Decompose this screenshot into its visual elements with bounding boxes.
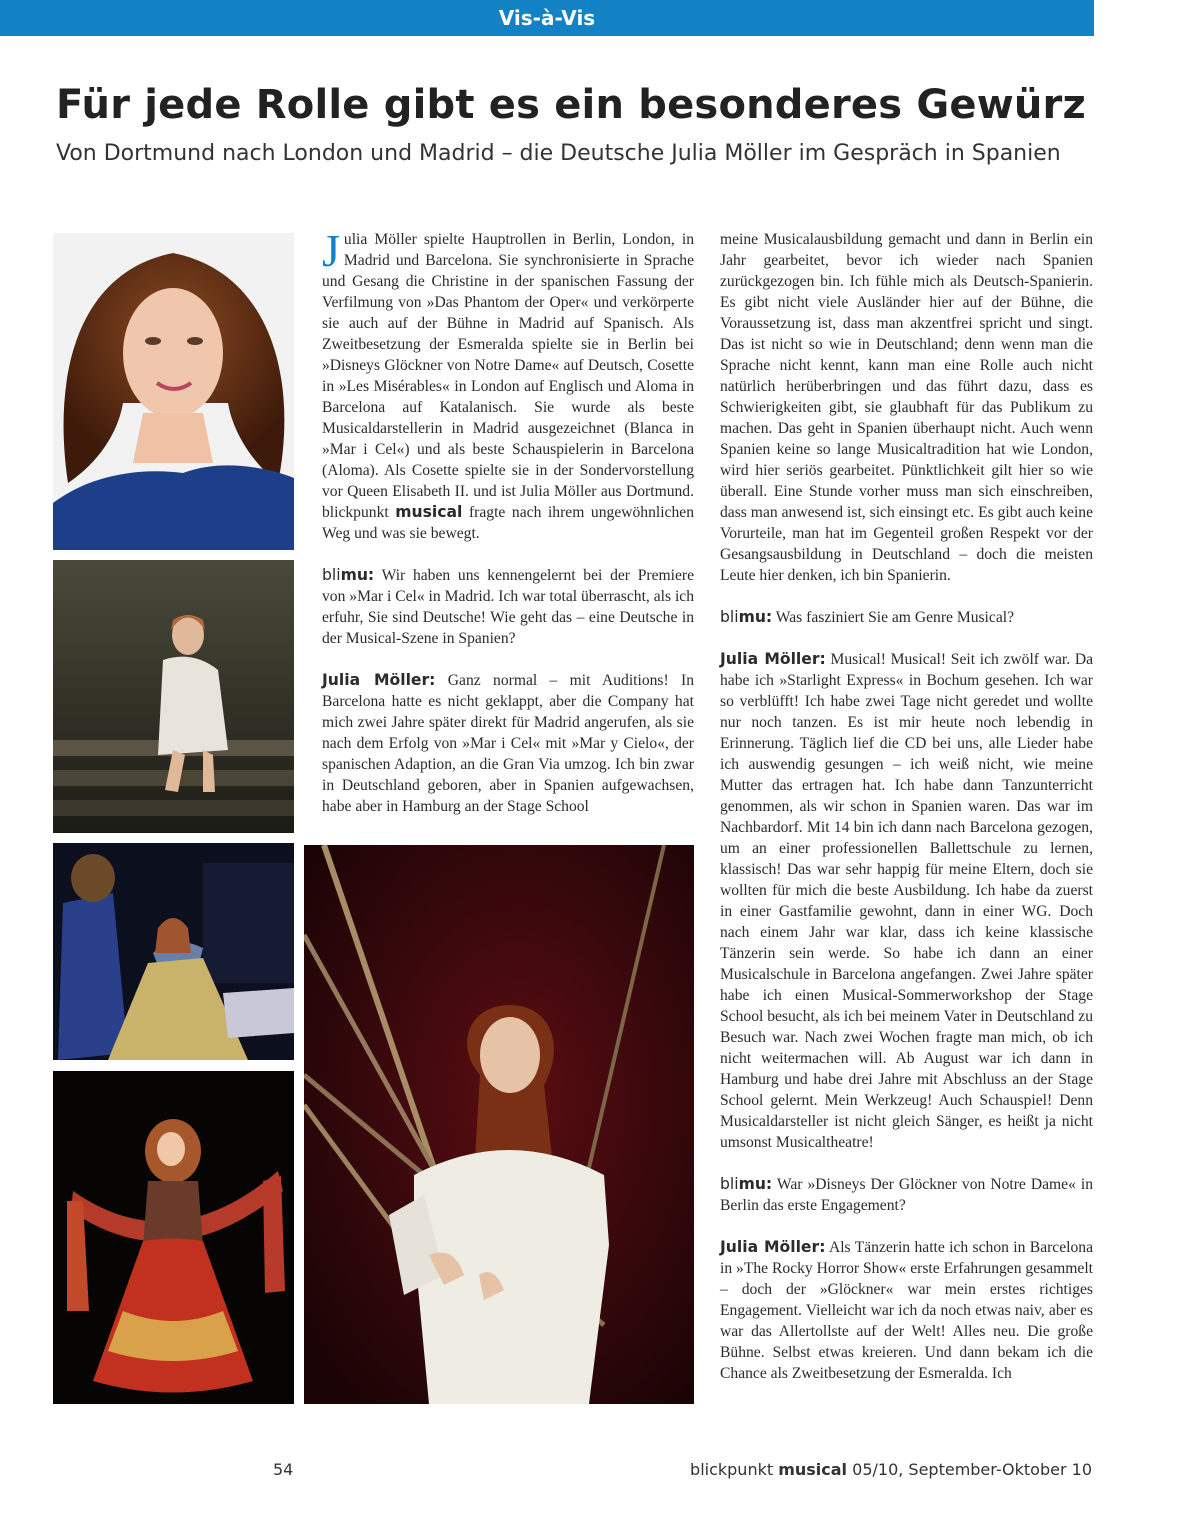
interviewer-label: bli [720, 1175, 739, 1193]
intro-magazine-name: blickpunkt [322, 504, 396, 521]
speaker-label: Julia Möller: [720, 650, 826, 668]
speaker-label: Julia Möller: [322, 671, 436, 689]
interviewer-label: bli [322, 566, 341, 584]
question-2-text: Was fasziniert Sie am Genre Musical? [775, 609, 1014, 626]
footer-issue-info [690, 1460, 1092, 1479]
footer-magazine-name: blickpunkt [690, 1460, 779, 1479]
section-header-bar [0, 0, 1094, 36]
answer-2-text: Musical! Musical! Seit ich zwölf war. Da habe ich »Starlight Express« in Bochum gesehen. Ich war so verblüfft! Ich habe zwei Tage nicht geredet und wollte nur noch tanzen. Es ist mir heute noch lebendig in Erinnerung. Täglich lief die CD bei uns, alle Lieder habe ich auswendig gesungen – ich weiß nicht, wie meine Mutter das ertragen hat. Ich habe dann Tanzunterricht genommen, als wir schon in Spanien waren. Das war im Nachbardorf. Mit 14 bin ich dann nach Barcelona gezogen, um an einer professionellen Ballettschule zu lernen, klassisch! Das war sehr happig für meine Eltern, doch sie wollten für mich die beste Ausbildung. Ich habe da zuerst in einer Gastfamilie gewohnt, dann in einer WG. Doch nach einem Jahr war klar, dass ich keine klassische Tänzerin sein werde. So habe ich dann an einer Musicalschule in Barcelona angefangen. Zwei Jahre später habe ich einen Musical-Sommerworkshop der Stage School besucht, als ich bei meinem Vater in Deutschland zu Besuch war. Nach zwei Wochen fragte man mich, ob ich nicht weitermachen will. Ab August war ich dann in Hamburg und habe drei Jahre mit Abschluss an der Stage School gelernt. Mein Werkzeug! Auch Schauspiel! Denn Musicaldarsteller ist nicht gleich Sänger, es heißt ja nicht umsonst Musicaltheatre! [720, 651, 1094, 1151]
drop-cap: J [322, 225, 340, 276]
text-column-1 [322, 225, 695, 817]
answer-3-text: Als Tänzerin hatte ich schon in Barcelona in »The Rocky Horror Show« erste Erfahrungen gesammelt – doch der »Glöckner« war mein erstes richtiges Engagement. Vielleicht war ich da noch etwas naiv, aber es war das Allertollste auf der Welt! Alles neu. Die große Bühne. Selbst etwas kreieren. Und dann bekam ich die Chance als Zweitbesetzung der Esmeralda. Ich [720, 1239, 1094, 1382]
intro-question-text: fragte nach ihrem ungewöhnlichen Weg und was sie bewegt. [322, 504, 694, 542]
question-1-text: Wir haben uns kennengelernt bei der Premiere von »Mar i Cel« in Madrid. Ich war total überrascht, als ich erfuhr, Sie sind Deutsche! Wie geht das – eine Deutsche in der Musical-Szene in Spanien? [322, 567, 694, 647]
interviewer-label-bold: mu: [340, 566, 375, 584]
question-3-text: War »Disneys Der Glöckner von Notre Dame« in Berlin das erste Engagement? [720, 1176, 1093, 1214]
article-subtitle: Von Dortmund nach London und Madrid – die Deutsche Julia Möller im Gespräch in Spanien [56, 141, 1061, 166]
intro-paragraph [322, 225, 694, 544]
question-1 [322, 565, 694, 649]
stage-photo-beauty-and-beast [53, 843, 294, 1060]
section-label: Vis-à-Vis [498, 6, 596, 30]
answer-1 [322, 670, 694, 817]
footer-issue-date: 05/10, September-Oktober 10 [847, 1460, 1092, 1479]
answer-1-continued: meine Musicalausbildung gemacht und dann in Berlin ein Jahr gearbeitet, bevor ich wieder nach Spanien zurückgezogen bin. Ich fühle mich als Deutsch-Spanierin. Es gibt nicht viele Ausländer hier auf der Bühne, die Voraussetzung ist, dass man akzentfrei spricht und singt. Das ist nicht so wie in Deutschland; denn wenn man die Sprache nicht kennt, kann man eine Rolle auch nicht natürlich herüberbringen und das führt dazu, dass es Schwierigkeiten gibt, sie glaubhaft für das Publikum zu machen. Das geht in Spanien überhaupt nicht. Auch wenn Spanien keine so lange Musicaltradition hat wie London, wird hier seriös gearbeitet. Pünktlichkeit gilt hier so wie überall. Eine Stunde vorher muss man sich einschreiben, dass man anwesend ist, sich einsingt etc. Es gibt auch keine Vorurteile, man hat im Gegenteil großen Respekt vor der Gesangsausbildung in Deutschland – doch die meisten Leute hier denken, ich bin Spanierin. [720, 231, 1093, 584]
interviewer-label-bold: mu: [738, 608, 773, 626]
intro-magazine-name-bold: musical [395, 503, 463, 521]
article-title: Für jede Rolle gibt es ein besonderes Gewürz [56, 82, 1086, 128]
question-3 [720, 1174, 1093, 1216]
interviewer-label-bold: mu: [738, 1175, 773, 1193]
stage-photo-stairs [53, 560, 294, 833]
page-number: 54 [273, 1460, 294, 1479]
answer-2 [720, 649, 1093, 1153]
stage-photo-dancer-scarf [53, 1071, 294, 1404]
answer-1-text: Ganz normal – mit Auditions! In Barcelona hatte es nicht geklappt, aber die Company hat mich zwei Jahre später direkt für Madrid angerufen, als sie nach dem Erfolg von »Mar i Cel« mit »Mar y Cielo«, der spanischen Adaption, an die Gran Via umzog. Ich bin zwar in Deutschland geboren, aber in Spanien aufgewachsen, habe aber in Hamburg an der Stage School [322, 672, 695, 815]
text-column-2 [720, 229, 1093, 1384]
question-2 [720, 607, 1093, 628]
portrait-photo [53, 233, 294, 550]
speaker-label: Julia Möller: [720, 1238, 826, 1256]
footer-magazine-name-bold: musical [778, 1460, 848, 1479]
stage-photo-ropes [304, 845, 694, 1404]
answer-3 [720, 1237, 1093, 1384]
intro-text: ulia Möller spielte Hauptrollen in Berlin, London, in Madrid und Barcelona. Sie synchronisierte in Sprache und Gesang die Christine in der spanischen Fassung der Verfilmung von »Das Phantom der Oper« und verkörperte sie auch auf der Bühne in Madrid auf Spanisch. Als Zweitbesetzung der Esmeralda spielte sie in Berlin bei »Disneys Glöckner von Notre Dame« auf Deutsch, Cosette in »Les Misérables« in London auf Englisch und Aloma in Barcelona auf Katalanisch. Sie wurde als beste Musicaldarstellerin in Madrid ausgezeichnet (Blanca in »Mar i Cel«) und als beste Schauspielerin in Barcelona (Aloma). Als Cosette spielte sie in der Sondervorstellung vor Queen Elisabeth II. und ist Julia Möller aus Dortmund. [322, 231, 694, 500]
interviewer-label: bli [720, 608, 739, 626]
